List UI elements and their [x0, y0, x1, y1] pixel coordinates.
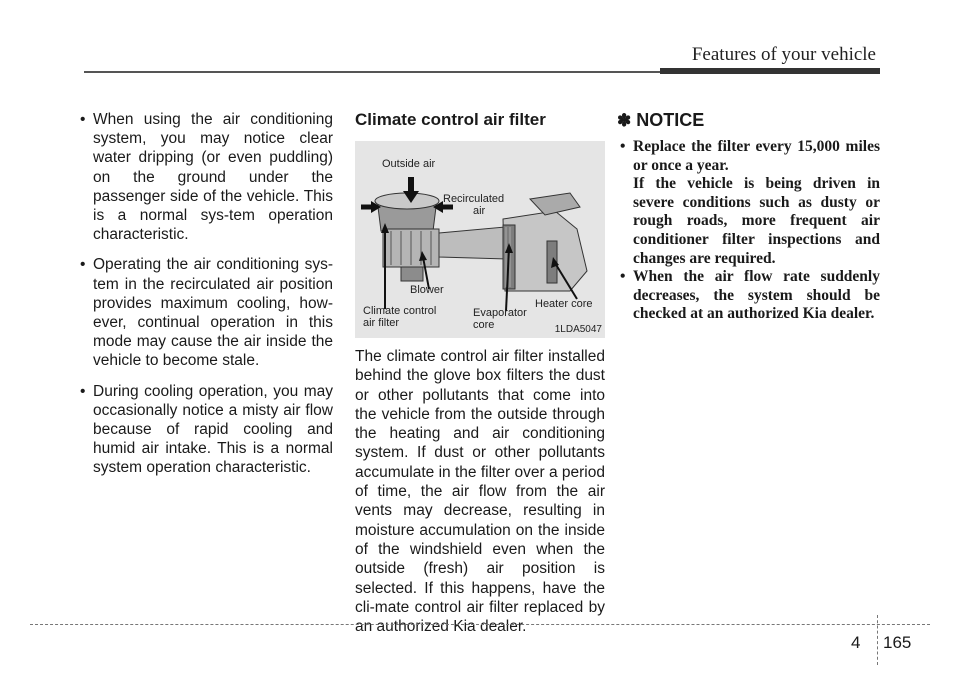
air-filter-diagram	[355, 141, 605, 338]
label-filter-line2: air filter	[363, 317, 400, 329]
notice-title: NOTICE	[636, 110, 705, 130]
label-evaporator-line1: Evaporator	[473, 307, 527, 319]
column-right	[617, 110, 880, 324]
label-recirculated: Recirculated	[443, 193, 505, 205]
notice-item-text: If the vehicle is being driven in severe conditions such as dusty or rough roads, more frequent air conditioner filter inspections and changes are required.	[633, 175, 880, 267]
column-left	[75, 110, 333, 489]
footer-rule	[30, 624, 930, 625]
notice-list	[617, 138, 880, 324]
notice-item	[617, 268, 880, 324]
page-number: 165	[883, 633, 912, 652]
running-header-title: Features of your vehicle	[691, 44, 876, 65]
filter-description: The climate control air filter installed behind the glove box filters the dust or other pollutants that come into the vehicle from the outside through the heating and air conditioning system. If dust or other pollutants accumulate in the filter over a period of time, the air flow from the air vents may decrease, resulting in moisture accumulation on the inside of the windshield even when the outside (fresh) air position is selected. If this happens, have the cli-mate control air filter replaced by an authorized Kia dealer.	[355, 348, 605, 636]
notice-item	[617, 138, 880, 268]
notice-icon: ✽	[617, 110, 632, 130]
label-evaporator-line2: core	[473, 319, 495, 331]
section-title: Climate control air filter	[355, 110, 546, 129]
notice-item-text: • When the air flow rate suddenly decreases, the system should be checked at an authorized Kia dealer.	[633, 268, 880, 323]
column-middle	[355, 110, 605, 636]
label-recirculated-air: air	[473, 205, 486, 217]
footer-divider	[877, 615, 878, 665]
label-outside-air: Outside air	[382, 158, 436, 170]
header-rule-accent	[660, 68, 880, 74]
label-blower: Blower	[410, 284, 444, 296]
label-heater-core: Heater core	[535, 298, 593, 310]
bullet-item: • Operating the air conditioning sys-tem in the recirculated air position provides maximum cooling, how-ever, continual operation in this mode may cause the air inside the vehicle to become stale.	[75, 255, 333, 370]
bullet-item: • During cooling operation, you may occasionally notice a misty air flow because of rapid cooling and humid air intake. This is a normal system operation characteristic.	[75, 382, 333, 478]
label-filter-line1: Climate control	[363, 305, 437, 317]
notice-heading	[617, 110, 880, 131]
ac-bullet-list	[75, 110, 333, 478]
notice-item-text: • Replace the filter every 15,000 miles or once a year.	[633, 138, 880, 174]
chapter-number: 4	[851, 633, 861, 652]
figure-code: 1LDA5047	[554, 324, 602, 335]
bullet-item: • When using the air conditioning system, you may notice clear water dripping (or even puddling) on the ground under the passenger side of the vehicle. This is a normal sys-tem operation characteristic.	[75, 110, 333, 244]
